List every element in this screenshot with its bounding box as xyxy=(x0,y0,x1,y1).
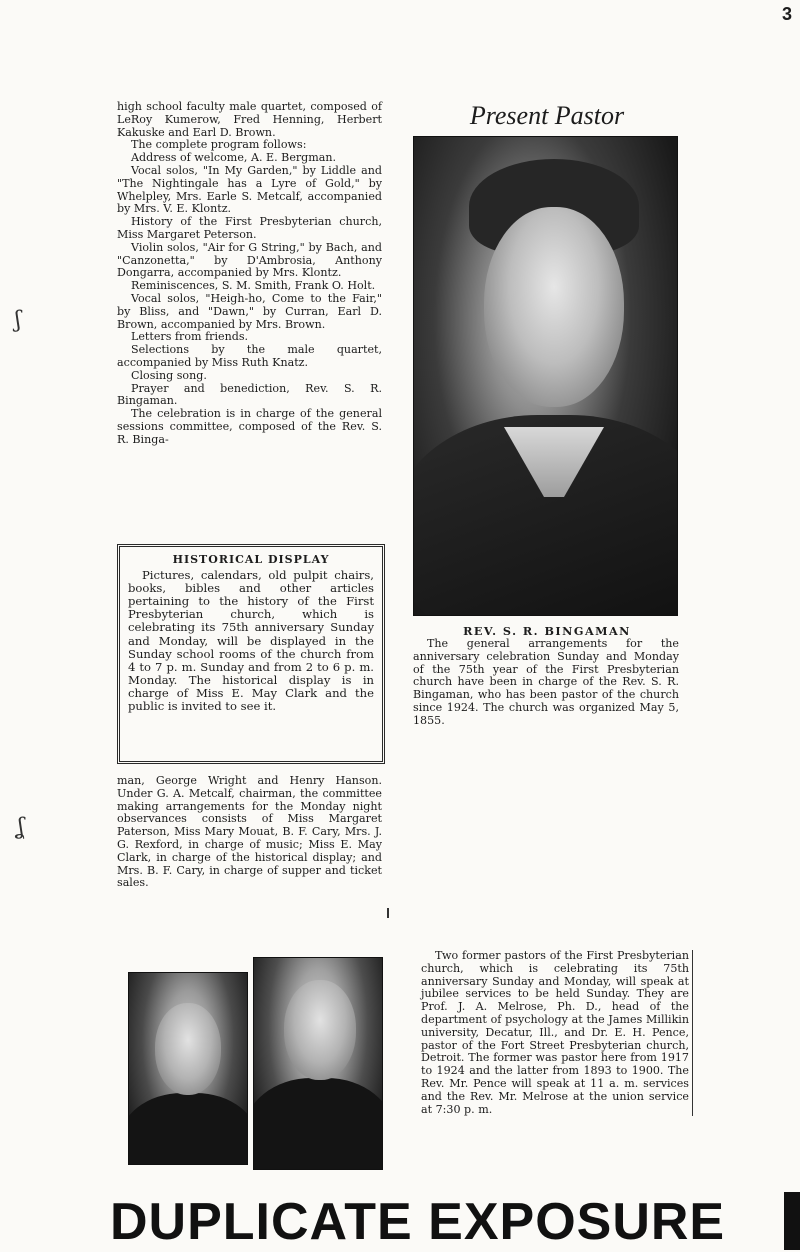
portrait-suit xyxy=(253,1078,383,1170)
portrait-face xyxy=(484,207,624,407)
arrangements-article xyxy=(413,638,679,728)
article-paragraph: Violin solos, "Air for G String," by Bach, and "Canzonetta," by D'Ambrosia, Anthony Dongarra, accompanied by Mrs. Klontz. xyxy=(117,240,382,280)
pastor-portrait-photo xyxy=(413,136,678,616)
committee-article-column xyxy=(117,775,382,890)
portrait-face xyxy=(155,1003,221,1095)
article-paragraph: The general arrangements for the anniversary celebration Sunday and Monday of the 75th year of the First Presbyterian church have been in charge of the Rev. S. R. Bingaman, who has been pastor of the church since 1924. The church was organized May 5, 1855. xyxy=(413,637,679,727)
historical-display-title: HISTORICAL DISPLAY xyxy=(172,553,330,566)
historical-display-box xyxy=(117,544,385,764)
present-pastor-headline: Present Pastor xyxy=(469,101,625,130)
former-pastor-photo-left xyxy=(128,972,248,1165)
edge-bar xyxy=(784,1192,800,1250)
historical-display-body: Pictures, calendars, old pulpit chairs, books, bibles and other articles pertaining to the history of the First Presbyterian church, which is celebrating its 75th anniversary Sunday and Monday, will be displayed in the Sunday school rooms of the church from 4 to 7 p. m. Sunday and from 2 to 6 p. m. Monday. The historical display is in charge of Miss E. May Clark and the public is invited to see it. xyxy=(128,568,374,714)
article-paragraph: Closing song. xyxy=(131,368,207,382)
article-paragraph: Selections by the male quartet, accompanied by Miss Ruth Knatz. xyxy=(117,343,382,369)
duplicate-exposure-banner: DUPLICATE EXPOSURE xyxy=(110,1193,726,1251)
portrait-face xyxy=(284,980,356,1080)
program-article-column xyxy=(117,101,382,447)
column-rule xyxy=(387,908,389,918)
former-pastor-photo-right xyxy=(253,957,383,1170)
article-paragraph: Address of welcome, A. E. Bergman. xyxy=(131,151,337,165)
article-paragraph: Prayer and benediction, Rev. S. R. Bingaman. xyxy=(117,381,382,408)
article-paragraph: Two former pastors of the First Presbyterian church, which is celebrating its 75th anniversary Sunday and Monday, will speak at jubilee services to be held Sunday. They are Prof. J. A. Melrose, Ph. D., head of the department of psychology at the James Millikin university, Decatur, Ill., and Dr. E. H. Pence, pastor of the Fort Street Presbyterian church, Detroit. The former was pastor here from 1917 to 1924 and the latter from 1893 to 1900. The Rev. Mr. Pence will speak at 11 a. m. services and the Rev. Mr. Melrose at the union service at 7:30 p. m. xyxy=(421,949,689,1116)
article-paragraph: Vocal solos, "In My Garden," by Liddle and "The Nightingale has a Lyre of Gold," by Whelpley, Mrs. Earle S. Metcalf, accompanied by Mrs. V. E. Klontz. xyxy=(117,163,382,216)
article-paragraph: Letters from friends. xyxy=(131,330,249,344)
page-number: 3 xyxy=(781,4,792,24)
article-paragraph: History of the First Presbyterian church, Miss Margaret Peterson. xyxy=(117,215,382,241)
margin-mark: ʆ xyxy=(17,815,25,840)
article-paragraph: high school faculty male quartet, composed of LeRoy Kumerow, Fred Henning, Herbert Kakuske and Earl D. Brown. xyxy=(117,100,382,139)
article-paragraph: Vocal solos, "Heigh-ho, Come to the Fair," by Bliss, and "Dawn," by Curran, Earl D. Brown, accompanied by Mrs. Brown. xyxy=(117,291,382,331)
portrait-suit xyxy=(128,1093,248,1165)
article-paragraph: The celebration is in charge of the general sessions committee, composed of the Rev. S. R. Binga- xyxy=(117,407,382,446)
margin-mark: ʃ xyxy=(15,308,21,333)
article-paragraph: The complete program follows: xyxy=(131,138,307,152)
former-pastors-article xyxy=(421,950,693,1116)
article-paragraph: Reminiscences, S. M. Smith, Frank O. Holt. xyxy=(131,279,376,293)
article-paragraph: man, George Wright and Henry Hanson. Under G. A. Metcalf, chairman, the committee making arrangements for the Monday night observances consists of Miss Margaret Paterson, Miss Mary Mouat, B. F. Cary, Mrs. J. G. Rexford, in charge of music; Miss E. May Clark, in charge of the historical display; and Mrs. B. F. Cary, in charge of supper and ticket sales. xyxy=(117,774,382,890)
photo-caption: REV. S. R. BINGAMAN xyxy=(463,624,631,638)
